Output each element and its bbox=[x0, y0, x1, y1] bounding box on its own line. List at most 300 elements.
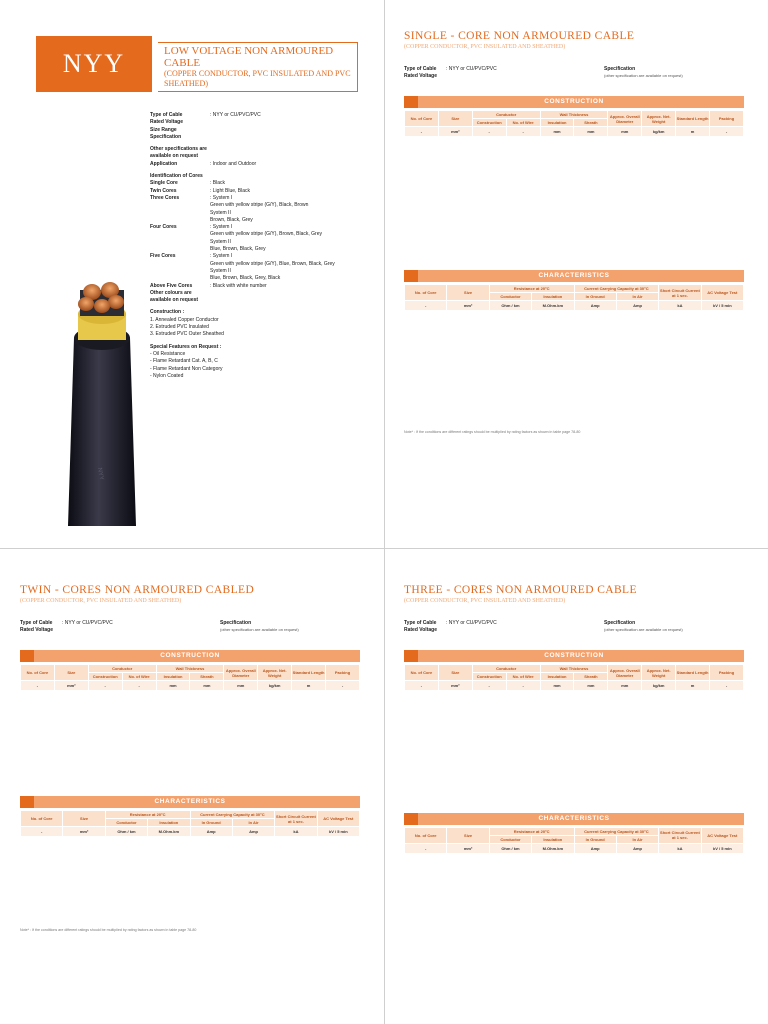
table-header: In Air bbox=[616, 835, 658, 843]
construction-label: CONSTRUCTION bbox=[544, 98, 604, 105]
construction-heading: Construction : bbox=[150, 309, 185, 316]
spec-value: System II bbox=[210, 238, 231, 245]
table-header: kA bbox=[275, 827, 317, 837]
table-header: - bbox=[472, 681, 506, 691]
band-marker bbox=[20, 650, 34, 662]
spec-label: Four Cores bbox=[150, 224, 177, 231]
table-cell bbox=[224, 691, 258, 692]
spec-value: : Light Blue, Black bbox=[210, 187, 251, 194]
table-header: - bbox=[405, 843, 447, 853]
meta-label: Specification bbox=[604, 620, 636, 626]
table-header: - bbox=[405, 301, 447, 311]
table-header: In Air bbox=[616, 293, 658, 301]
section-subtitle: (COPPER CONDUCTOR, PVC INSULATED AND SHEATHED) bbox=[20, 598, 182, 604]
meta-left bbox=[20, 620, 220, 633]
table-header: Conductor bbox=[88, 665, 156, 673]
characteristics-band bbox=[404, 813, 744, 825]
table-header: mm² bbox=[438, 681, 472, 691]
cores-heading: Identification of Cores bbox=[150, 173, 203, 180]
table-header: Short Circuit Current at 1 sec. bbox=[659, 827, 701, 843]
characteristics-table bbox=[404, 284, 744, 311]
table-cell bbox=[105, 837, 147, 838]
table-header: - bbox=[710, 681, 744, 691]
spec-row bbox=[150, 239, 372, 246]
table-header: Sheath bbox=[190, 673, 224, 681]
table-header: mm bbox=[608, 127, 642, 137]
spec-label: Twin Cores bbox=[150, 187, 177, 194]
table-cell bbox=[701, 853, 743, 854]
table-header: In Ground bbox=[574, 293, 616, 301]
table-header: - bbox=[21, 681, 55, 691]
table-header: Size bbox=[447, 827, 489, 843]
table-row bbox=[405, 691, 744, 692]
table-header: Approx. Net. Weight bbox=[258, 665, 292, 681]
table-row bbox=[21, 691, 360, 692]
table-header: Insulation bbox=[532, 835, 574, 843]
meta-row bbox=[404, 627, 604, 634]
spec-value: Blue, Brown, Black, Grey bbox=[210, 246, 266, 253]
table-header: Amp bbox=[574, 301, 616, 311]
meta-right bbox=[604, 66, 744, 79]
meta-left bbox=[404, 66, 604, 79]
characteristics-table bbox=[20, 810, 360, 837]
table-header: Ohm / km bbox=[105, 827, 147, 837]
table-header: kA bbox=[659, 301, 701, 311]
table-cell bbox=[608, 691, 642, 692]
meta-label: Rated Voltage bbox=[404, 72, 437, 79]
table-row bbox=[405, 137, 744, 138]
table-header: Short Circuit Current at 1 sec. bbox=[275, 811, 317, 827]
specification-list bbox=[150, 112, 372, 380]
spec-label: Other specifications are available on request bbox=[150, 146, 207, 160]
spec-label bbox=[150, 275, 210, 282]
table-cell bbox=[232, 837, 274, 838]
page-single-core bbox=[396, 14, 756, 534]
table-header: Wall Thickness bbox=[156, 665, 224, 673]
spec-label bbox=[150, 246, 210, 253]
table-header: - bbox=[405, 127, 439, 137]
table-header: Size bbox=[54, 665, 88, 681]
table-header: Approx. Net. Weight bbox=[642, 111, 676, 127]
spec-row bbox=[150, 195, 372, 202]
spec-row bbox=[150, 127, 372, 134]
band-marker bbox=[404, 270, 418, 282]
table-header: In Ground bbox=[190, 819, 232, 827]
meta-label: Rated Voltage bbox=[20, 626, 53, 633]
table-header: - bbox=[506, 127, 540, 137]
table-cell bbox=[540, 691, 574, 692]
table-header: mm bbox=[190, 681, 224, 691]
construction-item: 1. Annealed Copper Conductor bbox=[150, 316, 219, 323]
spec-label: Three Cores bbox=[150, 194, 180, 201]
table-header: mm bbox=[156, 681, 190, 691]
table-header: Amp bbox=[232, 827, 274, 837]
table-header: AC Voltage Test bbox=[701, 285, 743, 301]
table-header: Insulation bbox=[148, 819, 190, 827]
table-cell bbox=[122, 691, 156, 692]
table-cell bbox=[659, 311, 701, 312]
table-header: Standard Length bbox=[676, 111, 710, 127]
meta-label: Specification bbox=[604, 66, 636, 72]
table-header: Wall Thickness bbox=[540, 665, 608, 673]
spec-label: Other colours are available on request bbox=[150, 289, 199, 304]
page-subtitle: (COPPER CONDUCTOR, PVC INSULATED AND PVC SHEATHED) bbox=[164, 69, 351, 88]
band-marker bbox=[404, 650, 418, 662]
table-header: - bbox=[710, 127, 744, 137]
spec-row bbox=[150, 112, 372, 119]
meta-note: (other specification are available on request) bbox=[604, 626, 683, 632]
table-header: No. of Core bbox=[405, 111, 439, 127]
meta-left bbox=[404, 620, 604, 633]
table-header: Conductor bbox=[489, 835, 531, 843]
table-cell bbox=[275, 837, 317, 838]
spec-value: Green with yellow stripe (G/Y), Blue, Brown, Black, Grey bbox=[210, 260, 335, 267]
table-header: Approx. Overall Diameter bbox=[608, 111, 642, 127]
table-header: mm² bbox=[54, 681, 88, 691]
table-header: M.Ohm.km bbox=[148, 827, 190, 837]
spec-value bbox=[210, 146, 372, 161]
table-header: m bbox=[676, 681, 710, 691]
table-header: mm bbox=[574, 681, 608, 691]
table-header: mm bbox=[540, 127, 574, 137]
table-header: Size bbox=[438, 111, 472, 127]
spec-label: Five Cores bbox=[150, 253, 176, 260]
table-header: Conductor bbox=[105, 819, 147, 827]
spec-label bbox=[150, 261, 210, 268]
table-cell bbox=[710, 137, 744, 138]
table-header: Wall Thickness bbox=[540, 111, 608, 119]
table-cell bbox=[405, 137, 439, 138]
spec-label bbox=[150, 202, 210, 209]
meta-right bbox=[220, 620, 360, 633]
table-cell bbox=[292, 691, 326, 692]
spec-row bbox=[150, 217, 372, 224]
table-cell bbox=[676, 691, 710, 692]
table-cell bbox=[472, 691, 506, 692]
table-cell bbox=[405, 691, 439, 692]
table-header: - bbox=[405, 681, 439, 691]
meta-note: (other specification are available on request) bbox=[220, 626, 299, 632]
table-cell bbox=[642, 137, 676, 138]
spec-value bbox=[210, 119, 372, 126]
spec-value: : NYY or CU/PVC/PVC bbox=[210, 112, 261, 118]
meta-label: Type of Cable bbox=[404, 66, 437, 72]
table-header: No. of Core bbox=[21, 665, 55, 681]
spec-label: Size Range bbox=[150, 126, 177, 133]
spec-value: System II bbox=[210, 267, 231, 274]
characteristics-label: CHARACTERISTICS bbox=[154, 798, 226, 805]
table-header: Resistance at 20°C bbox=[489, 285, 574, 293]
band-marker bbox=[404, 813, 418, 825]
table-cell bbox=[63, 837, 105, 838]
construction-table bbox=[20, 664, 360, 691]
spec-row bbox=[150, 202, 372, 209]
table-header: mm² bbox=[447, 843, 489, 853]
table-header: Current Carrying Capacity at 30°C bbox=[190, 811, 275, 819]
table-cell bbox=[190, 837, 232, 838]
table-cell bbox=[701, 311, 743, 312]
table-cell bbox=[574, 311, 616, 312]
characteristics-band bbox=[20, 796, 360, 808]
table-cell bbox=[317, 837, 359, 838]
table-header: Packing bbox=[710, 665, 744, 681]
table-cell bbox=[506, 137, 540, 138]
section-subtitle: (COPPER CONDUCTOR, PVC INSULATED AND SHEATHED) bbox=[404, 44, 566, 50]
section-subtitle: (COPPER CONDUCTOR, PVC INSULATED AND SHEATHED) bbox=[404, 598, 566, 604]
spec-row bbox=[150, 180, 372, 187]
spec-value: System II bbox=[210, 209, 231, 216]
table-header: kg/km bbox=[642, 127, 676, 137]
spec-value: : System I bbox=[210, 194, 233, 201]
table-header: Sheath bbox=[574, 119, 608, 127]
page-twin-cores bbox=[12, 568, 372, 1024]
spec-row bbox=[150, 268, 372, 275]
table-header: kg/km bbox=[258, 681, 292, 691]
table-header: No. of Core bbox=[405, 665, 439, 681]
page-divider-horizontal bbox=[0, 548, 768, 549]
table-header: No. of Core bbox=[405, 285, 447, 301]
table-cell bbox=[472, 137, 506, 138]
table-header: Resistance at 20°C bbox=[489, 827, 574, 835]
table-cell bbox=[405, 311, 447, 312]
table-header: No. of Wire bbox=[122, 673, 156, 681]
table-cell bbox=[258, 691, 292, 692]
table-header: Insulation bbox=[540, 119, 574, 127]
table-note: Note* : If the conditions are different ratings should be multiplied by rating factors as shown in table page 78-80 bbox=[404, 430, 581, 434]
table-header: Short Circuit Current at 1 sec. bbox=[659, 285, 701, 301]
table-cell bbox=[710, 691, 744, 692]
spec-value: : System I bbox=[210, 253, 233, 260]
table-row bbox=[405, 853, 744, 854]
spec-row bbox=[150, 261, 372, 268]
table-cell bbox=[616, 853, 658, 854]
table-header: Size bbox=[438, 665, 472, 681]
meta-row bbox=[20, 627, 220, 634]
meta-right bbox=[604, 620, 744, 633]
table-header: Standard Length bbox=[292, 665, 326, 681]
table-cell bbox=[574, 137, 608, 138]
meta-value: : NYY or CU/PVC/PVC bbox=[446, 620, 497, 626]
cable-cross-section-image bbox=[52, 268, 152, 528]
spec-label: Rated Voltage bbox=[150, 119, 183, 126]
table-header: kg/km bbox=[642, 681, 676, 691]
spec-row bbox=[150, 224, 372, 231]
page-title-box bbox=[158, 42, 358, 92]
characteristics-label: CHARACTERISTICS bbox=[538, 814, 610, 822]
table-row bbox=[21, 837, 360, 838]
table-cell bbox=[148, 837, 190, 838]
table-header: mm² bbox=[438, 127, 472, 137]
page-three-cores bbox=[396, 568, 756, 1024]
table-header: Amp bbox=[616, 843, 658, 853]
construction-band bbox=[404, 650, 744, 662]
table-header: Amp bbox=[616, 301, 658, 311]
table-row bbox=[405, 311, 744, 312]
page-nyy-overview bbox=[12, 14, 372, 534]
table-header: AC Voltage Test bbox=[701, 827, 743, 843]
special-feature-item: - Nylon Coated bbox=[150, 372, 184, 379]
special-features-heading: Special Features on Request : bbox=[150, 343, 222, 350]
table-note: Note* : If the conditions are different ratings should be multiplied by rating factors as shown in table page 78-80 bbox=[20, 928, 197, 932]
table-header: No. of Wire bbox=[506, 119, 540, 127]
spec-value bbox=[210, 134, 372, 141]
spec-label: Application bbox=[150, 160, 178, 167]
section-title: SINGLE - CORE NON ARMOURED CABLE bbox=[404, 30, 635, 42]
construction-table bbox=[404, 110, 744, 137]
table-cell bbox=[642, 691, 676, 692]
table-header: Insulation bbox=[540, 673, 574, 681]
special-feature-item: - Oil Resistance bbox=[150, 350, 186, 357]
construction-item: 2. Extruded PVC Insulated bbox=[150, 324, 209, 331]
table-cell bbox=[405, 853, 447, 854]
table-header: - bbox=[88, 681, 122, 691]
table-cell bbox=[616, 311, 658, 312]
table-cell bbox=[447, 853, 489, 854]
table-header: - bbox=[506, 681, 540, 691]
table-header: mm² bbox=[447, 301, 489, 311]
table-header: Conductor bbox=[472, 111, 540, 119]
table-header: Approx. Overall Diameter bbox=[224, 665, 258, 681]
spec-row bbox=[150, 161, 372, 168]
meta-label: Type of Cable bbox=[20, 620, 53, 626]
spec-value: : Indoor and Outdoor bbox=[210, 160, 257, 167]
table-header: M.Ohm.km bbox=[532, 843, 574, 853]
section-title: THREE - CORES NON ARMOURED CABLE bbox=[404, 584, 637, 596]
table-header: Ohm / km bbox=[489, 301, 531, 311]
table-cell bbox=[88, 691, 122, 692]
table-header: In Ground bbox=[574, 835, 616, 843]
svg-text:NYY: NYY bbox=[96, 467, 105, 481]
table-header: Insulation bbox=[156, 673, 190, 681]
spec-label: Above Five Cores bbox=[150, 282, 193, 289]
table-header: Insulation bbox=[532, 293, 574, 301]
meta-value: : NYY or CU/PVC/PVC bbox=[62, 620, 113, 626]
characteristics-band bbox=[404, 270, 744, 282]
table-cell bbox=[326, 691, 360, 692]
table-cell bbox=[21, 837, 63, 838]
meta-label: Specification bbox=[220, 620, 252, 626]
table-header: AC Voltage Test bbox=[317, 811, 359, 827]
table-header: kA bbox=[659, 843, 701, 853]
table-header: Sheath bbox=[574, 673, 608, 681]
spec-row bbox=[150, 188, 372, 195]
table-header: Size bbox=[447, 285, 489, 301]
spec-row bbox=[150, 275, 372, 282]
table-header: Current Carrying Capacity at 30°C bbox=[574, 285, 659, 293]
table-header: Standard Length bbox=[676, 665, 710, 681]
table-header: No. of Core bbox=[405, 827, 447, 843]
table-cell bbox=[21, 691, 55, 692]
meta-value: : NYY or CU/PVC/PVC bbox=[446, 66, 497, 72]
spec-label bbox=[150, 239, 210, 246]
spec-value: Brown, Black, Grey bbox=[210, 216, 253, 223]
meta-label: Rated Voltage bbox=[404, 626, 437, 633]
spec-label bbox=[150, 210, 210, 217]
table-header: Construction bbox=[472, 119, 506, 127]
spec-label: Type of Cable bbox=[150, 112, 183, 118]
table-header: mm bbox=[608, 681, 642, 691]
band-marker bbox=[20, 796, 34, 808]
table-header: Conductor bbox=[472, 665, 540, 673]
table-cell bbox=[489, 311, 531, 312]
spec-value: : Black bbox=[210, 180, 226, 187]
spec-label: Single Core bbox=[150, 180, 178, 187]
table-header: mm bbox=[224, 681, 258, 691]
spec-label bbox=[150, 268, 210, 275]
table-header: Approx. Net. Weight bbox=[642, 665, 676, 681]
spec-row bbox=[150, 134, 372, 141]
table-header: Approx. Overall Diameter bbox=[608, 665, 642, 681]
construction-table bbox=[404, 664, 744, 691]
table-cell bbox=[532, 853, 574, 854]
table-header: Size bbox=[63, 811, 105, 827]
spec-value bbox=[210, 290, 372, 305]
table-header: mm bbox=[540, 681, 574, 691]
spec-row bbox=[150, 253, 372, 260]
special-feature-item: - Flame Retardant Cat. A, B, C bbox=[150, 358, 218, 365]
table-header: Conductor bbox=[489, 293, 531, 301]
spec-value bbox=[210, 127, 372, 134]
table-cell bbox=[438, 691, 472, 692]
special-feature-item: - Flame Retardant Non Category bbox=[150, 365, 223, 372]
meta-label: Type of Cable bbox=[404, 620, 437, 626]
characteristics-table bbox=[404, 827, 744, 854]
table-cell bbox=[447, 311, 489, 312]
table-cell bbox=[489, 853, 531, 854]
spec-row bbox=[150, 146, 372, 161]
spec-label bbox=[150, 217, 210, 224]
table-cell bbox=[438, 137, 472, 138]
table-header: No. of Wire bbox=[506, 673, 540, 681]
meta-note: (other specification are available on request) bbox=[604, 72, 683, 78]
table-cell bbox=[190, 691, 224, 692]
table-cell bbox=[608, 137, 642, 138]
spec-row bbox=[150, 231, 372, 238]
section-title: TWIN - CORES NON ARMOURED CABLED bbox=[20, 584, 255, 596]
table-cell bbox=[540, 137, 574, 138]
table-cell bbox=[54, 691, 88, 692]
table-header: m bbox=[292, 681, 326, 691]
table-header: m bbox=[676, 127, 710, 137]
table-cell bbox=[574, 691, 608, 692]
spec-row bbox=[150, 246, 372, 253]
product-logo: NYY bbox=[36, 36, 152, 92]
table-cell bbox=[156, 691, 190, 692]
meta-row bbox=[404, 73, 604, 80]
table-header: - bbox=[472, 127, 506, 137]
table-header: - bbox=[122, 681, 156, 691]
table-cell bbox=[659, 853, 701, 854]
spec-value: Green with yellow stripe (G/Y), Black, Brown bbox=[210, 202, 309, 209]
table-header: Resistance at 20°C bbox=[105, 811, 190, 819]
table-header: No. of Core bbox=[21, 811, 63, 827]
page-divider-vertical bbox=[384, 0, 385, 1024]
table-header: In Air bbox=[232, 819, 274, 827]
construction-label: CONSTRUCTION bbox=[544, 652, 604, 659]
spec-label: Specification bbox=[150, 133, 182, 140]
table-header: M.Ohm.km bbox=[532, 301, 574, 311]
construction-item: 3. Extruded PVC Outer Sheathed bbox=[150, 331, 224, 338]
spec-row bbox=[150, 210, 372, 217]
construction-label: CONSTRUCTION bbox=[160, 652, 220, 659]
band-marker bbox=[404, 96, 418, 108]
table-header: Amp bbox=[574, 843, 616, 853]
table-cell bbox=[676, 137, 710, 138]
spec-row bbox=[150, 283, 372, 290]
table-header: Current Carrying Capacity at 30°C bbox=[574, 827, 659, 835]
table-header: Packing bbox=[326, 665, 360, 681]
table-header: Packing bbox=[710, 111, 744, 127]
